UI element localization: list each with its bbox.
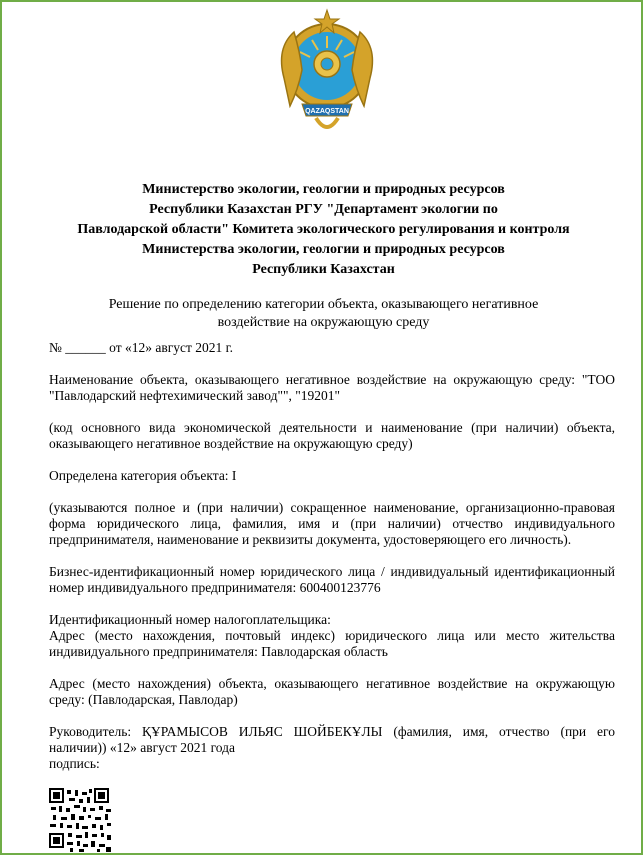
- taxpayer-id: Идентификационный номер налогоплательщика:: [49, 612, 331, 627]
- org-line: Павлодарской области" Комитета экологического регулирования и контроля: [77, 222, 570, 237]
- decision-title: [42, 296, 605, 332]
- state-emblem-icon: [272, 8, 382, 148]
- org-line: Республики Казахстан: [252, 262, 395, 277]
- emblem-text: QAZAQSTAN: [305, 108, 349, 115]
- entity-note: (указываются полное и (при наличии) сокращенное наименование, организационно-правовая форма юридического лица, фамилия, имя и (при наличии) отчество индивидуального предпринимателя, наименование и реквизиты документа, удостоверяющего его личность).: [49, 500, 615, 547]
- document-number-date: № ______ от «12» август 2021 г.: [49, 340, 234, 355]
- title-line: воздействие на окружающую среду: [217, 315, 430, 330]
- legal-address: Адрес (место нахождения, почтовый индекс) юридического лица или место жительства индивидуального предпринимателя: Павлодарская область: [49, 628, 615, 659]
- bin-iin: Бизнес-идентификационный номер юридического лица / индивидуальный идентификационный номер индивидуального предпринимателя: 600400123776: [49, 564, 615, 595]
- object-name: Наименование объекта, оказывающего негативное воздействие на окружающую среду: "ТОО "Павлодарский нефтехимический завод"", "19201": [49, 372, 615, 403]
- activity-note: (код основного вида экономической деятельности и наименование (при наличии) объекта, оказывающего негативное воздействие на окружающую среду): [49, 420, 615, 451]
- org-line: Министерство экологии, геологии и природных ресурсов: [142, 182, 505, 197]
- signature-label: подпись:: [49, 756, 100, 771]
- qr-code: [49, 788, 114, 853]
- title-line: Решение по определению категории объекта, оказывающего негативное: [108, 297, 539, 312]
- issuing-organization: [42, 180, 605, 280]
- head-of-organization: Руководитель: ҚҰРАМЫСОВ ИЛЬЯС ШОЙБЕКҰЛЫ (фамилия, имя, отчество (при его наличии)) «12» август 2021 года: [49, 724, 615, 755]
- org-line: Республики Казахстан РГУ "Департамент экологии по: [149, 202, 498, 217]
- document-body: [49, 340, 615, 772]
- org-line: Министерства экологии, геологии и природных ресурсов: [142, 242, 505, 257]
- object-address: Адрес (место нахождения) объекта, оказывающего негативное воздействие на окружающую среду: (Павлодарская, Павлодар): [49, 676, 615, 707]
- object-category: Определена категория объекта: I: [49, 468, 237, 483]
